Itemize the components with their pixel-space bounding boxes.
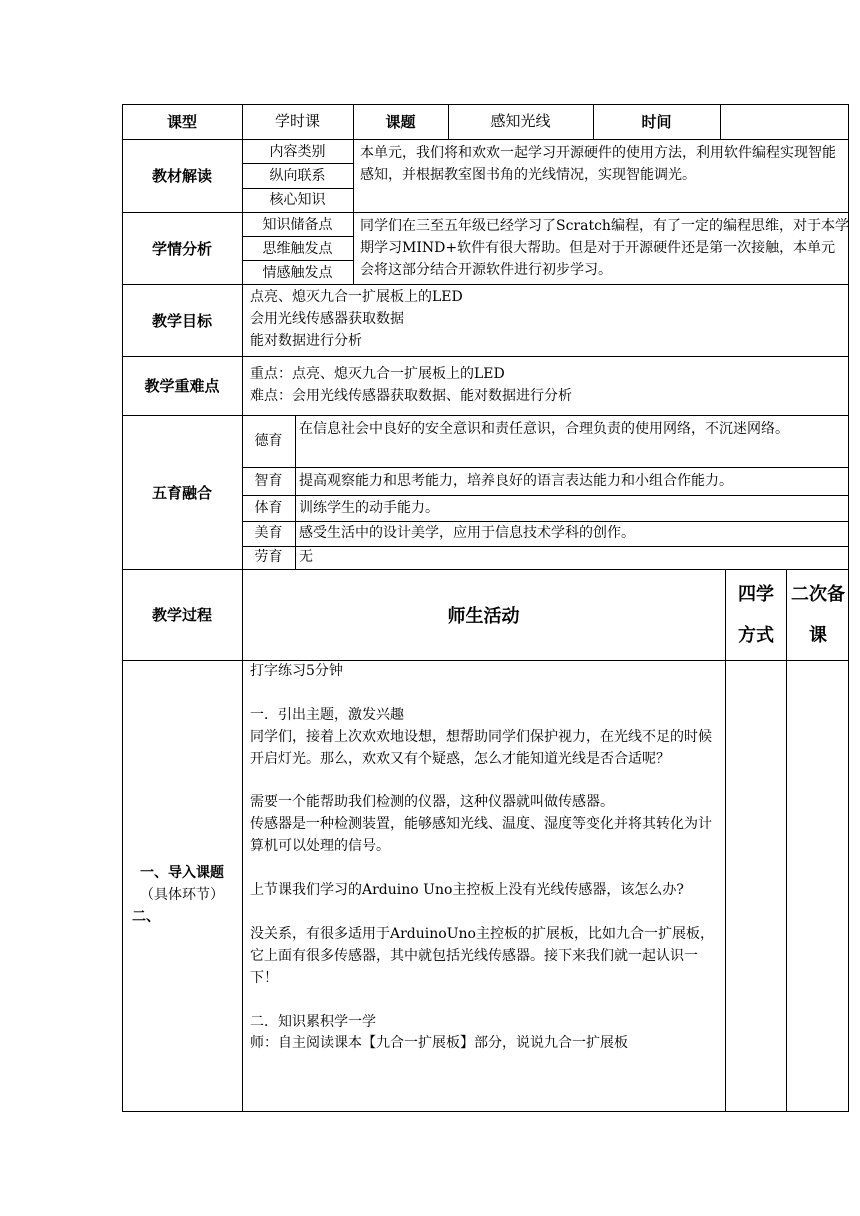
activity-header: 师生活动 <box>447 605 520 627</box>
topic-value: 感知光线 <box>490 112 551 130</box>
time-value <box>720 104 849 139</box>
materials-sub-item: 纵向联系 <box>269 168 326 184</box>
key-point-item: 难点：会用光线传感器获取数据、能对数据进行分析 <box>250 388 572 404</box>
stage-next: 二、 <box>132 909 160 925</box>
stage-note: （具体环节） <box>140 887 224 903</box>
key-point-item: 重点：点亮、熄灭九合一扩展板上的LED <box>250 366 505 382</box>
five-education-name: 美育 <box>254 525 283 541</box>
learning-sub-item: 思维触发点 <box>262 241 333 257</box>
five-education-text: 无 <box>299 549 313 565</box>
time-label: 时间 <box>641 113 672 131</box>
sub-divider <box>242 521 849 522</box>
method-header: 四学方式 <box>738 584 774 646</box>
goal-item: 能对数据进行分析 <box>250 333 362 349</box>
sub-divider <box>242 163 353 164</box>
lesson-type-value: 学时课 <box>274 112 320 130</box>
backup-header: 二次备课 <box>791 584 845 646</box>
five-education-label: 五育融合 <box>151 483 212 502</box>
col-divider <box>353 139 354 284</box>
five-education-text: 感受生活中的设计美学，应用于信息技术学科的创作。 <box>299 525 635 541</box>
process-label: 教学过程 <box>151 606 212 624</box>
goal-item: 会用光线传感器获取数据 <box>250 311 404 327</box>
lesson-type-label: 课型 <box>166 113 197 131</box>
sub-divider <box>242 236 353 237</box>
materials-content: 本单元，我们将和欢欢一起学习开源硬件的使用方法，利用软件编程实现智能感知，并根据教室图书角的光线情况，实现智能调光。 <box>360 145 836 183</box>
key-points-label: 教学重难点 <box>144 377 220 395</box>
five-education-text: 在信息社会中良好的安全意识和责任意识，合理负责的使用网络，不沉迷网络。 <box>299 421 789 437</box>
learning-analysis-label: 学情分析 <box>151 239 212 258</box>
five-education-text: 提高观察能力和思考能力，培养良好的语言表达能力和小组合作能力。 <box>299 473 733 489</box>
five-education-name: 体育 <box>254 499 283 516</box>
five-education-name: 智育 <box>254 472 283 489</box>
stage-main: 一、导入课题 <box>140 865 224 881</box>
learning-analysis-content: 同学们在三至五年级已经学习了Scratch编程，有了一定的编程思维，对于本学期学习MIND+软件有很大帮助。但是对于开源硬件还是第一次接触，本单元会将这部分结合开源软件进行初步学习。 <box>360 218 849 278</box>
five-education-text: 训练学生的动手能力。 <box>299 500 439 516</box>
process-stage <box>122 862 242 932</box>
topic-label: 课题 <box>385 113 416 131</box>
materials-label: 教材解读 <box>151 167 212 185</box>
process-content: 打字练习5分钟 一．引出主题，激发兴趣 同学们，接着上次欢欢地设想，想帮助同学们保护视力，在光线不足的时候开启灯光。那么，欢欢又有个疑惑，怎么才能知道光线是否合适呢？ 需要一个能帮助我们检测的仪器，这种仪器就叫做传感器。 传感器是一种检测装置，能够感知光线、温度、湿度等变化并将其转化为计算机可以处理的信号。 上节课我们学习的Arduino Uno主控板上没有光线传感器，该怎么办? 没关系，有很多适用于ArduinoUno主控板的扩展板，比如九合一扩展板，它上面有很多传感器，其中就包括光线传感器。接下来我们就一起认识一下！ 二．知识累积学一学 师：自主阅读课本【九合一扩展板】部分，说说九合一扩展板 <box>250 663 714 1052</box>
learning-sub-item: 情感触发点 <box>262 265 333 281</box>
materials-sub-item: 内容类别 <box>269 144 326 160</box>
method-cell <box>725 660 786 1112</box>
sub-divider <box>242 495 849 496</box>
goal-item: 点亮、熄灭九合一扩展板上的LED <box>250 289 463 305</box>
five-education-name: 德育 <box>254 432 283 449</box>
learning-sub-item: 知识储备点 <box>262 217 333 233</box>
sub-divider <box>242 467 849 468</box>
sub-divider <box>242 260 353 261</box>
goals-label: 教学目标 <box>151 311 212 330</box>
five-education-name: 劳育 <box>254 549 283 565</box>
materials-sub-item: 核心知识 <box>269 192 326 208</box>
backup-cell <box>786 660 849 1112</box>
